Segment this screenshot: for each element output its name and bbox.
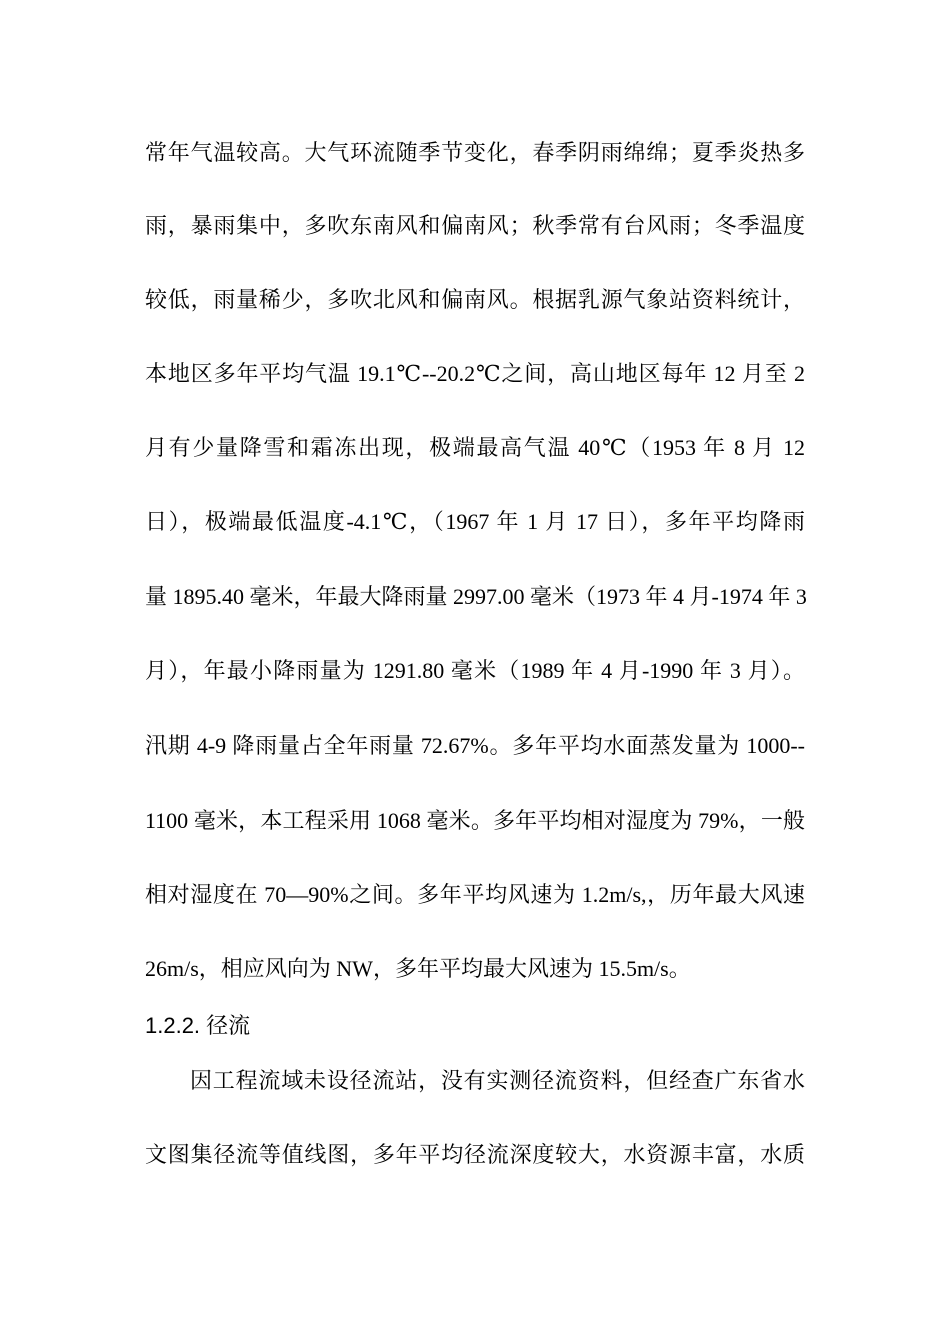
paragraph-line: 汛期 4-9 降雨量占全年雨量 72.67%。多年平均水面蒸发量为 1000-- [145,733,805,758]
paragraph-line: 量 1895.40 毫米，年最大降雨量 2997.00 毫米（1973 年 4 月-1974 年 3 [145,584,807,609]
paragraph-line: 相对湿度在 70—90%之间。多年平均风速为 1.2m/s,，历年最大风速 [145,882,805,907]
section-heading: 1.2.2. 径流 [145,1013,251,1038]
paragraph-line: 文图集径流等值线图，多年平均径流深度较大，水资源丰富，水质 [145,1142,805,1167]
paragraph-line: 26m/s，相应风向为 NW，多年平均最大风速为 15.5m/s。 [145,956,691,981]
paragraph-line: 较低，雨量稀少，多吹北风和偏南风。根据乳源气象站资料统计， [145,287,805,312]
paragraph-line: 雨，暴雨集中，多吹东南风和偏南风；秋季常有台风雨；冬季温度 [145,213,805,238]
paragraph-line: 因工程流域未设径流站，没有实测径流资料，但经查广东省水 [190,1068,805,1093]
paragraph-line: 月），年最小降雨量为 1291.80 毫米（1989 年 4 月-1990 年 3 月）。 [145,658,805,683]
paragraph-line: 常年气温较高。大气环流随季节变化，春季阴雨绵绵；夏季炎热多 [145,140,805,165]
paragraph-line: 本地区多年平均气温 19.1℃--20.2℃之间，高山地区每年 12 月至 2 [145,361,805,386]
paragraph-line: 日），极端最低温度-4.1℃，（1967 年 1 月 17 日），多年平均降雨 [145,509,805,534]
paragraph-line: 1100 毫米，本工程采用 1068 毫米。多年平均相对湿度为 79%，一般 [145,808,805,833]
paragraph-line: 月有少量降雪和霜冻出现，极端最高气温 40℃（1953 年 8 月 12 [145,435,805,460]
